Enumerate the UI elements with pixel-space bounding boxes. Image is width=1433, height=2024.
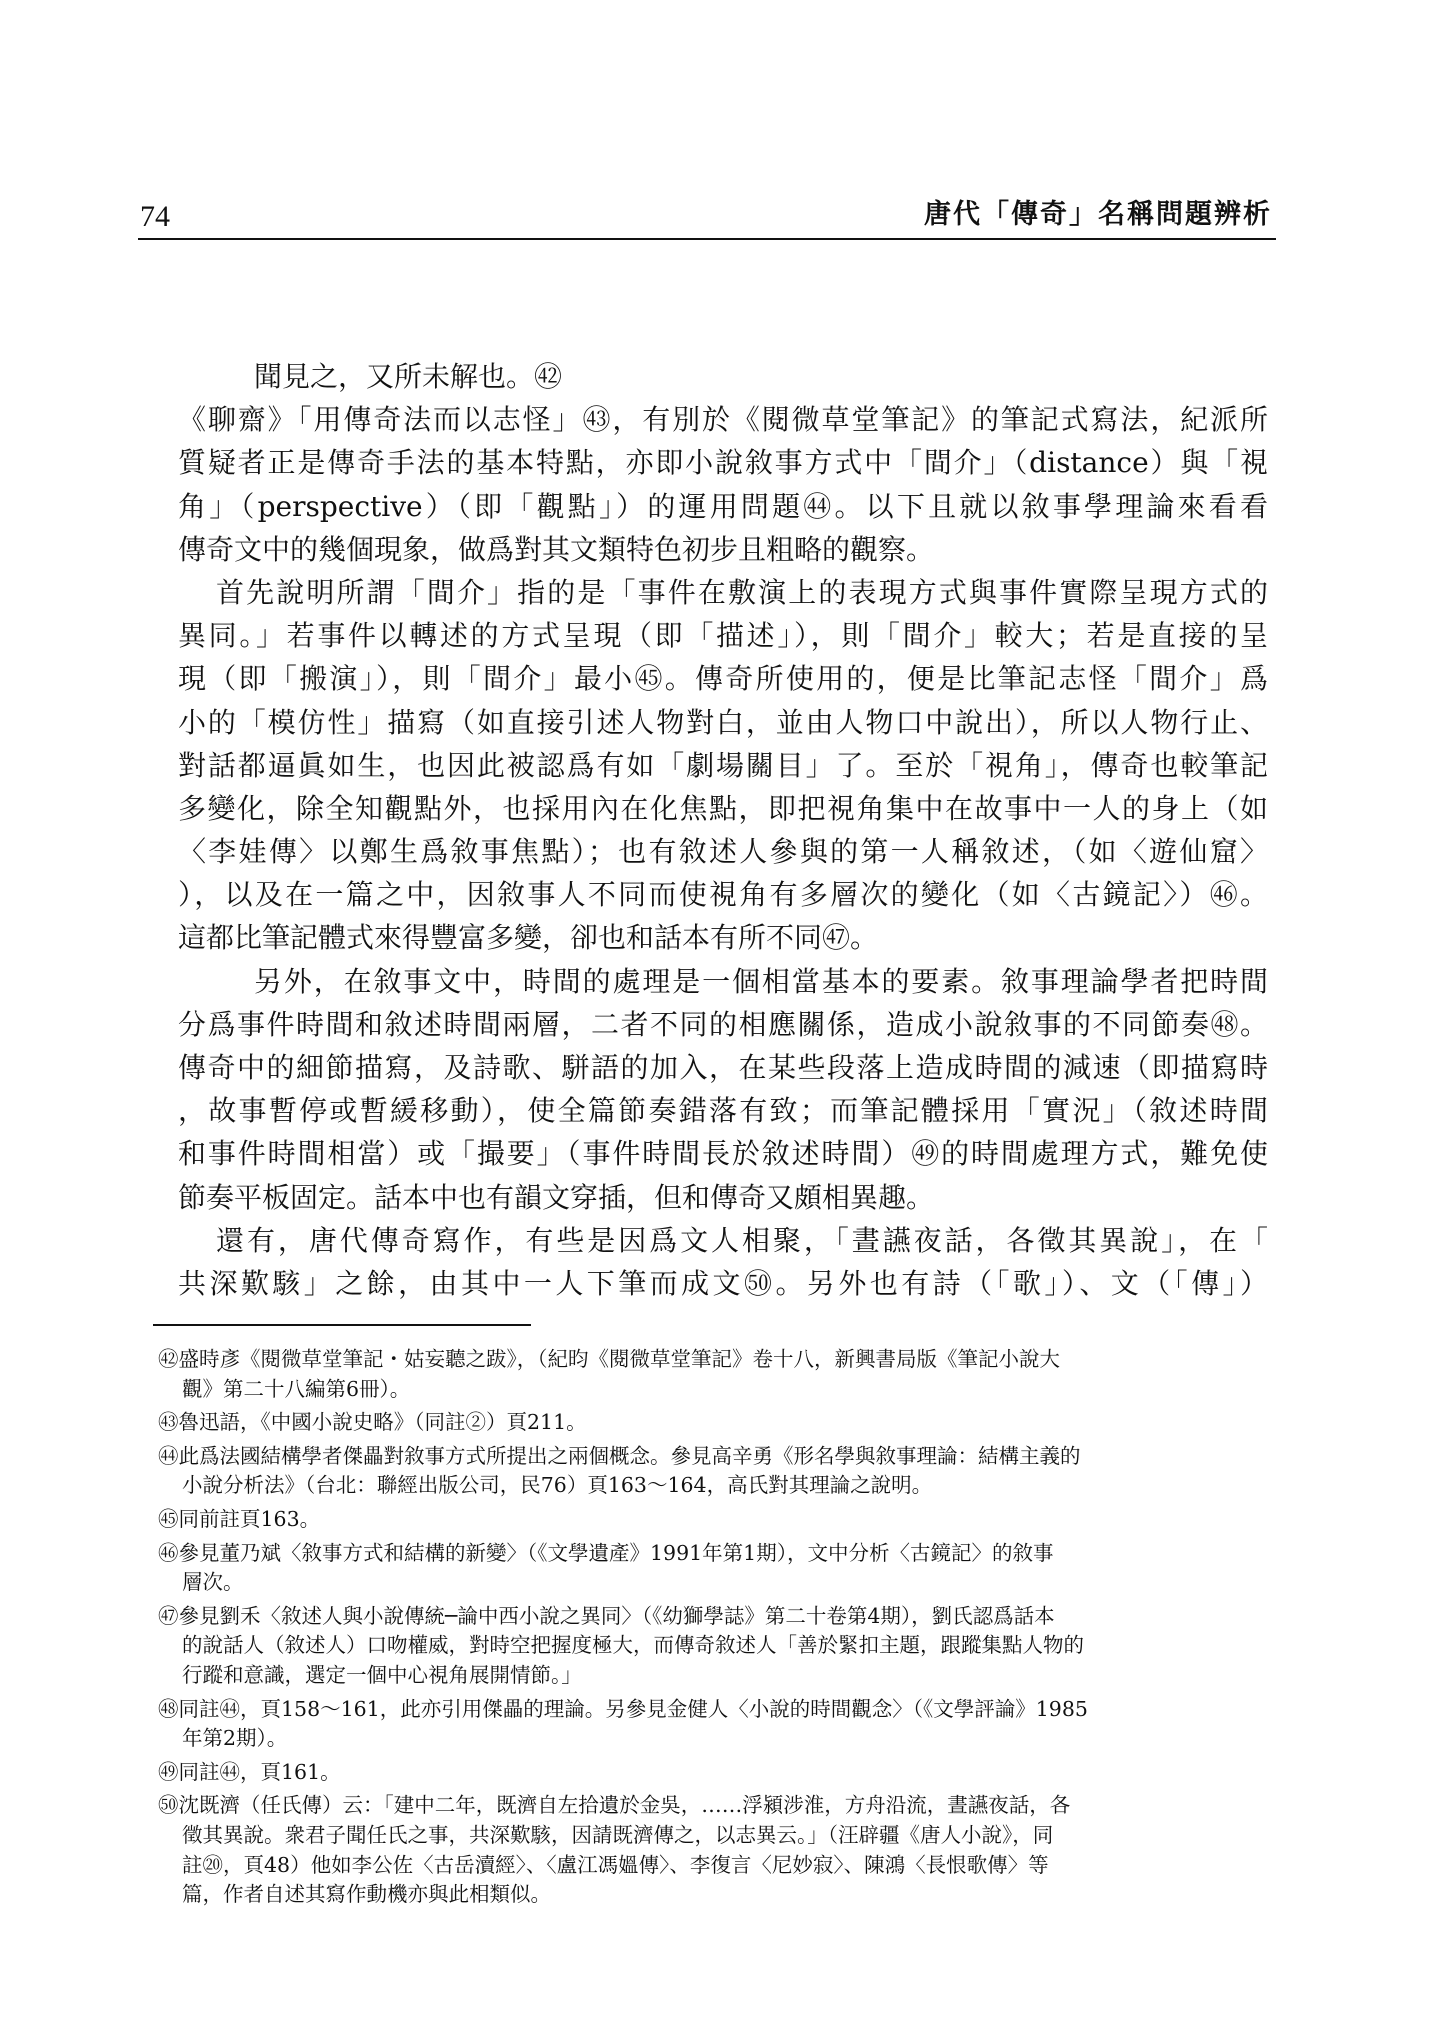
footnote-line: 小說分析法》（台北：聯經出版公司，民76）頁163～164，高氏對其理論之說明。 bbox=[182, 1473, 933, 1498]
footnote-line: ㊸魯迅語，《中國小說史略》（同註②）頁211。 bbox=[158, 1410, 587, 1435]
text-line: 首先說明所謂「間介」指的是「事件在敷演上的表現方式與事件實際呈現方式的 bbox=[216, 575, 1268, 609]
paragraph-3 bbox=[178, 571, 1268, 960]
page-number: 74 bbox=[140, 200, 170, 233]
text-line: 分爲事件時間和敘述時間兩層，二者不同的相應關係，造成小說敘事的不同節奏㊽。 bbox=[178, 1007, 1268, 1041]
footnote-50 bbox=[158, 1791, 1280, 1909]
footnote-line: ㊹此爲法國結構學者傑畾對敘事方式所提出之兩個概念。參見高辛勇《形名學與敘事理論：結構主義的 bbox=[158, 1443, 1081, 1468]
footnote-43 bbox=[158, 1408, 1280, 1438]
body-text bbox=[178, 355, 1268, 1305]
text-line: 共深歎駭」之餘，由其中一人下筆而成文㊿。另外也有詩（「歌」）、文（「傳」） bbox=[178, 1266, 1268, 1300]
footnote-line: 行蹤和意識，選定一個中心視角展開情節。」 bbox=[182, 1662, 582, 1687]
text-line: ），以及在一篇之中，因敘事人不同而使視角有多層次的變化（如〈古鏡記〉）㊻。 bbox=[178, 878, 1268, 912]
footnote-line: ㊽同註㊹，頁158～161，此亦引用傑畾的理論。另參見金健人〈小說的時間觀念〉（《文學評論》1985 bbox=[158, 1696, 1088, 1721]
footnote-divider bbox=[153, 1324, 531, 1326]
footnote-line: ㊾同註㊹，頁161。 bbox=[158, 1759, 341, 1784]
footnote-42 bbox=[158, 1345, 1280, 1404]
text-line: 這都比筆記體式來得豐富多變，卻也和話本有所不同㊼。 bbox=[178, 921, 879, 955]
text-line: 異同。」若事件以轉述的方式呈現（即「描述」），則「間介」較大；若是直接的呈 bbox=[178, 619, 1268, 653]
footnote-49 bbox=[158, 1758, 1280, 1788]
text-line: 和事件時間相當）或「撮要」（事件時間長於敘述時間）㊾的時間處理方式，難免使 bbox=[178, 1137, 1268, 1171]
text-line: 〈李娃傳〉以鄭生爲敘事焦點）；也有敘述人參與的第一人稱敘述，（如〈遊仙窟〉 bbox=[178, 835, 1268, 869]
footnote-line: 註⑳，頁48）他如李公佐〈古岳瀆經〉、〈盧江馮媼傳〉、李復言〈尼妙寂〉、陳鴻〈長恨歌傳〉等 bbox=[182, 1852, 1049, 1877]
footnote-line: ㊿沈既濟（任氏傳）云：「建中二年，既濟自左拾遺於金吳，……浮潁涉淮，方舟沿流，晝讌夜話，各 bbox=[158, 1793, 1071, 1818]
text-line: 另外，在敘事文中，時間的處理是一個相當基本的要素。敘事理論學者把時間 bbox=[254, 964, 1268, 998]
text-line: 傳奇中的細節描寫，及詩歌、駢語的加入，在某些段落上造成時間的減速（即描寫時 bbox=[178, 1051, 1268, 1084]
text-line: 小的「模仿性」描寫（如直接引述人物對白，並由人物口中說出），所以人物行止、 bbox=[178, 705, 1268, 739]
footnote-44 bbox=[158, 1442, 1280, 1501]
footnote-45 bbox=[158, 1505, 1280, 1535]
text-line: ，故事暫停或暫緩移動），使全篇節奏錯落有致；而筆記體採用「實況」（敘述時間 bbox=[178, 1094, 1268, 1128]
footnote-line: ㊷盛時彥《閱微草堂筆記・姑妄聽之跋》，（紀昀《閱微草堂筆記》卷十八，新興書局版《筆記小說大 bbox=[158, 1347, 1060, 1371]
footnote-line: ㊺同前註頁163。 bbox=[158, 1506, 321, 1531]
text-line: 現（即「搬演」），則「間介」最小㊺。傳奇所使用的，便是比筆記志怪「間介」爲 bbox=[178, 662, 1268, 696]
text-line: 傳奇文中的幾個現象，做爲對其文類特色初步且粗略的觀察。 bbox=[178, 532, 935, 566]
paragraph-2 bbox=[178, 398, 1268, 571]
text-line: 對話都逼眞如生，也因此被認爲有如「劇場關目」了。至於「視角」，傳奇也較筆記 bbox=[178, 748, 1268, 782]
paragraph-4 bbox=[178, 960, 1268, 1219]
footnote-line: ㊻參見董乃斌〈敘事方式和結構的新變〉（《文學遺產》1991年第1期），文中分析〈古鏡記〉的敘事 bbox=[158, 1540, 1054, 1565]
page-header bbox=[138, 198, 1276, 240]
footnote-line: 篇，作者自述其寫作動機亦與此相類似。 bbox=[182, 1882, 551, 1907]
paragraph-5 bbox=[178, 1219, 1268, 1305]
text-line: 還有，唐代傳奇寫作，有些是因爲文人相聚，「晝讌夜話，各徵其異說」，在「 bbox=[216, 1223, 1268, 1257]
text-line: 多變化，除全知觀點外，也採用內在化焦點，即把視角集中在故事中一人的身上（如 bbox=[178, 791, 1268, 825]
footnote-line: 層次。 bbox=[182, 1570, 244, 1595]
text-line: 節奏平板固定。話本中也有韻文穿插，但和傳奇又頗相異趣。 bbox=[178, 1180, 935, 1214]
footnote-46 bbox=[158, 1539, 1280, 1598]
footnote-line: 年第2期）。 bbox=[182, 1726, 288, 1751]
running-title: 唐代「傳奇」名稱問題辨析 bbox=[924, 199, 1272, 230]
text-line: 《聊齋》「用傳奇法而以志怪」㊸，有別於《閱微草堂筆記》的筆記式寫法，紀派所 bbox=[178, 403, 1268, 437]
text-line: 角」（perspective）（即「觀點」）的運用問題㊹。以下且就以敘事學理論來看看 bbox=[178, 489, 1268, 523]
footnote-47 bbox=[158, 1602, 1280, 1691]
text-line: 質疑者正是傳奇手法的基本特點，亦即小說敘事方式中「間介」（distance）與「視 bbox=[178, 446, 1268, 480]
footnote-line: 觀》第二十八編第6冊）。 bbox=[182, 1376, 411, 1401]
footnote-line: 的說話人（敘述人）口吻權威，對時空把握度極大，而傳奇敘述人「善於緊扣主題，跟蹤集點人物的 bbox=[182, 1633, 1084, 1658]
footnote-line: 徵其異說。衆君子聞任氏之事，共深歎駭，因請既濟傳之，以志異云。」（汪辟疆《唐人小說》，同 bbox=[182, 1822, 1054, 1847]
text-line: 聞見之，又所未解也。㊷ bbox=[254, 360, 563, 393]
footnotes bbox=[158, 1345, 1280, 1914]
paragraph-1 bbox=[178, 355, 1268, 398]
footnote-48 bbox=[158, 1695, 1280, 1754]
footnote-line: ㊼參見劉禾〈敘述人與小說傳統─論中西小說之異同〉（《幼獅學誌》第二十卷第4期），劉氏認爲話本 bbox=[158, 1603, 1055, 1628]
